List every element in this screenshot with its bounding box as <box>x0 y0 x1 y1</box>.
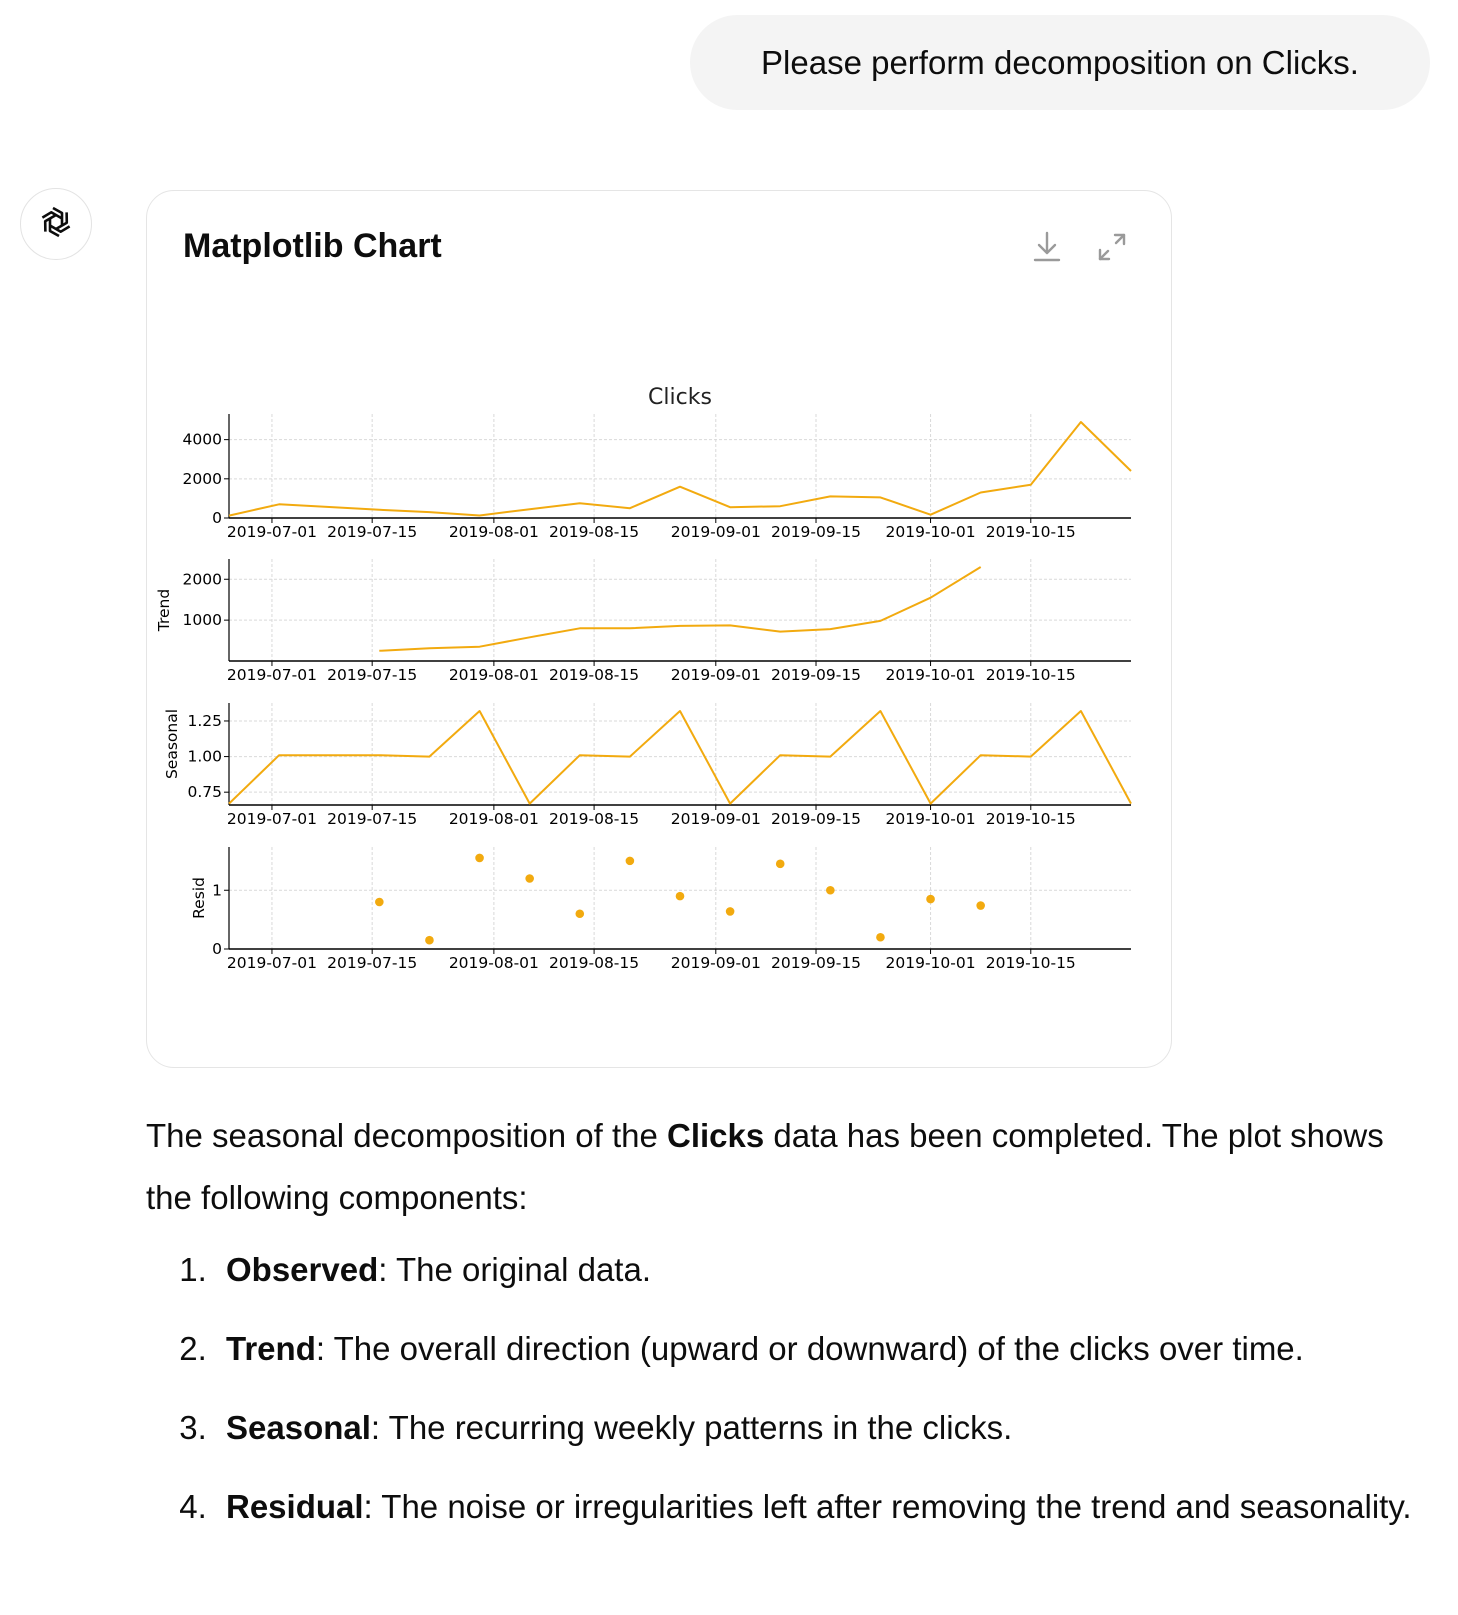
y-tick-label: 2000 <box>182 469 222 488</box>
y-axis-label: Seasonal <box>163 708 181 780</box>
x-tick-label: 2019-09-15 <box>770 523 862 541</box>
user-message-bubble <box>690 15 1430 110</box>
y-tick-label: 0 <box>212 940 222 958</box>
x-tick-label: 2019-08-15 <box>549 523 640 541</box>
resid-point <box>726 907 735 916</box>
list-item-desc: : The noise or irregularities left after removing the trend and seasonality. <box>363 1488 1412 1525</box>
y-tick-label: 1 <box>212 881 222 900</box>
x-tick-label: 2019-08-01 <box>448 523 539 541</box>
x-tick-label: 2019-07-15 <box>327 666 418 684</box>
x-tick-label: 2019-08-01 <box>448 666 539 684</box>
seasonal-series-line <box>229 711 1131 804</box>
list-item-term: Residual <box>226 1488 364 1525</box>
list-item <box>216 1239 1436 1301</box>
y-tick-label: 0 <box>212 509 222 527</box>
intro-text-2: data has been completed. The plot shows the following components: <box>146 1117 1384 1216</box>
x-tick-label: 2019-10-15 <box>985 954 1076 972</box>
user-message-text: Please perform decomposition on Clicks. <box>761 43 1359 81</box>
resid-point <box>375 898 384 907</box>
resid-point <box>425 936 434 945</box>
x-tick-label: 2019-07-01 <box>226 666 317 684</box>
resid-point <box>926 895 935 904</box>
y-tick-label: 4000 <box>182 430 222 449</box>
x-tick-label: 2019-07-15 <box>327 954 418 972</box>
resid-point <box>826 886 835 895</box>
list-item <box>216 1397 1436 1459</box>
x-tick-label: 2019-10-15 <box>985 810 1076 828</box>
answer-intro <box>146 1105 1436 1229</box>
resid-point <box>626 857 635 866</box>
x-tick-label: 2019-10-01 <box>885 810 976 828</box>
list-item-term: Observed <box>226 1251 379 1288</box>
list-item-desc: : The overall direction (upward or downward) of the clicks over time. <box>315 1330 1304 1367</box>
x-tick-label: 2019-08-15 <box>549 810 640 828</box>
x-tick-label: 2019-10-01 <box>885 954 976 972</box>
resid-point <box>876 933 885 942</box>
resid-point <box>575 909 584 918</box>
intro-text-1: The seasonal decomposition of the <box>146 1117 667 1154</box>
resid-point <box>676 892 685 901</box>
x-tick-label: 2019-07-01 <box>226 523 317 541</box>
y-tick-label: 1.00 <box>187 747 222 766</box>
x-tick-label: 2019-09-01 <box>670 666 761 684</box>
x-tick-label: 2019-09-15 <box>770 810 862 828</box>
x-tick-label: 2019-08-01 <box>448 954 539 972</box>
y-tick-label: 0.75 <box>187 783 222 802</box>
list-item <box>216 1318 1436 1380</box>
y-axis-label: Resid <box>190 877 208 919</box>
x-tick-label: 2019-07-15 <box>327 523 418 541</box>
x-tick-label: 2019-08-15 <box>549 666 640 684</box>
x-tick-label: 2019-08-15 <box>549 954 640 972</box>
decomposition-plot <box>147 191 1173 1069</box>
resid-point <box>525 874 534 883</box>
x-tick-label: 2019-10-15 <box>985 666 1076 684</box>
assistant-answer <box>146 1105 1436 1555</box>
chart-card-title: Matplotlib Chart <box>183 227 442 265</box>
resid-point <box>475 854 484 863</box>
x-tick-label: 2019-09-01 <box>670 523 761 541</box>
list-item <box>216 1476 1436 1538</box>
list-item-term: Trend <box>226 1330 316 1367</box>
assistant-avatar <box>20 188 92 260</box>
x-tick-label: 2019-08-01 <box>448 810 539 828</box>
x-tick-label: 2019-09-01 <box>670 810 761 828</box>
list-item-term: Seasonal <box>226 1409 371 1446</box>
x-tick-label: 2019-10-01 <box>885 666 976 684</box>
x-tick-label: 2019-07-01 <box>226 954 317 972</box>
y-axis-label: Trend <box>155 588 173 632</box>
x-tick-label: 2019-10-15 <box>985 523 1076 541</box>
x-tick-label: 2019-07-01 <box>226 810 317 828</box>
x-tick-label: 2019-10-01 <box>885 523 976 541</box>
subplot-title: Clicks <box>648 385 712 410</box>
y-tick-label: 1.25 <box>187 711 222 730</box>
resid-point <box>776 860 785 869</box>
observed-series-line <box>229 422 1131 516</box>
resid-point <box>976 901 985 910</box>
x-tick-label: 2019-09-01 <box>670 954 761 972</box>
x-tick-label: 2019-09-15 <box>770 666 862 684</box>
y-tick-label: 1000 <box>182 611 222 630</box>
openai-logo-icon <box>36 202 76 247</box>
x-tick-label: 2019-09-15 <box>770 954 862 972</box>
intro-bold: Clicks <box>667 1117 765 1154</box>
chart-card <box>146 190 1172 1068</box>
y-tick-label: 2000 <box>182 570 222 589</box>
x-tick-label: 2019-07-15 <box>327 810 418 828</box>
list-item-desc: : The original data. <box>378 1251 651 1288</box>
component-list <box>146 1239 1436 1538</box>
list-item-desc: : The recurring weekly patterns in the clicks. <box>370 1409 1013 1446</box>
